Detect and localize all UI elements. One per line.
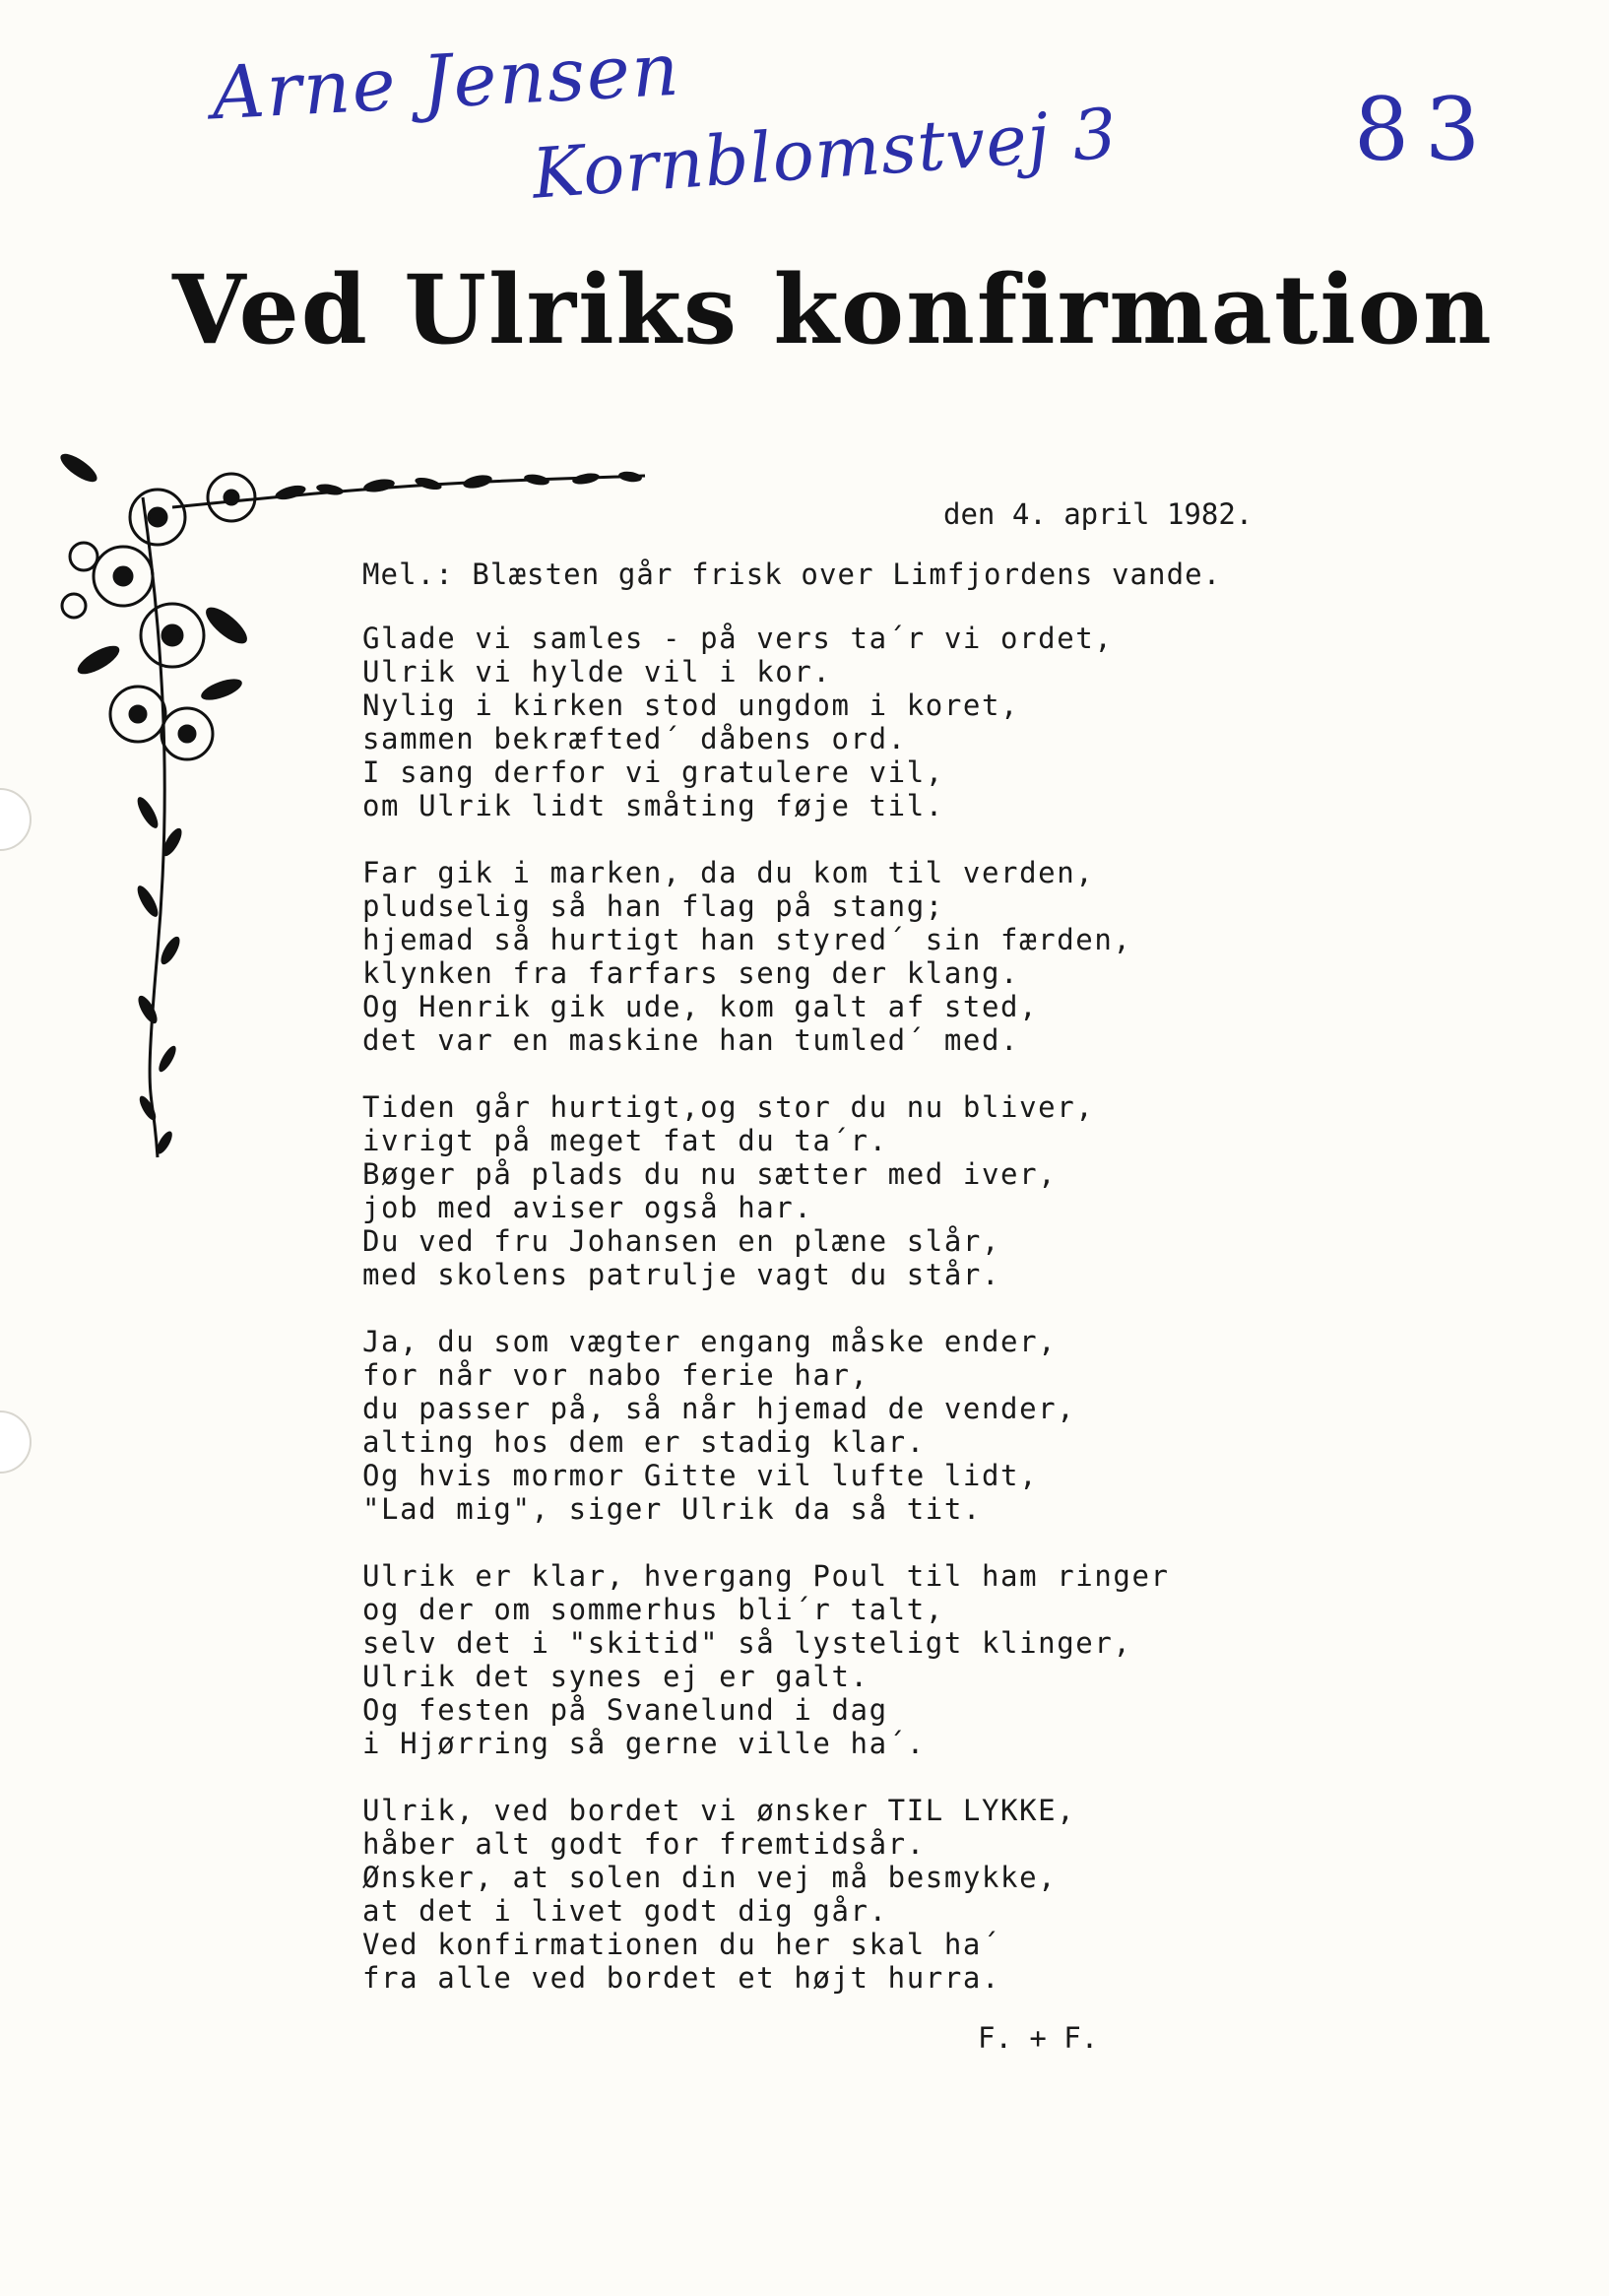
poem-line: I sang derfor vi gratulere vil, xyxy=(362,755,944,789)
stanza xyxy=(362,1090,1170,1291)
poem-line: klynken fra farfars seng der klang. xyxy=(362,956,1020,990)
poem-line: hjemad så hurtigt han styred´ sin færden, xyxy=(362,923,1132,956)
poem-line: Og festen på Svanelund i dag xyxy=(362,1693,888,1727)
poem-line: håber alt godt for fremtidsår. xyxy=(362,1827,926,1861)
poem-line: du passer på, så når hjemad de vender, xyxy=(362,1392,1076,1425)
poem-line: Bøger på plads du nu sætter med iver, xyxy=(362,1157,1058,1191)
poem-line: "Lad mig", siger Ulrik da så tit. xyxy=(362,1492,982,1526)
poem-line: i Hjørring så gerne ville ha´. xyxy=(362,1727,926,1760)
handwritten-address: Kornblomstvej 3 xyxy=(529,93,1121,215)
poem-line: Tiden går hurtigt,og stor du nu bliver, xyxy=(362,1090,1095,1124)
poem-line: Ønsker, at solen din vej må besmykke, xyxy=(362,1861,1058,1894)
poem-line: med skolens patrulje vagt du står. xyxy=(362,1258,1001,1291)
poem-line: Og Henrik gik ude, kom galt af sted, xyxy=(362,990,1039,1023)
poem xyxy=(362,622,1170,2028)
signature: F. + F. xyxy=(978,2021,1099,2055)
poem-line: og der om sommerhus bli´r talt, xyxy=(362,1593,944,1626)
melody-line: Mel.: Blæsten går frisk over Limfjordens vande. xyxy=(362,558,1222,591)
stanza xyxy=(362,856,1170,1057)
poem-line: pludselig så han flag på stang; xyxy=(362,889,944,923)
poem-line: fra alle ved bordet et højt hurra. xyxy=(362,1961,1001,1995)
poem-line: selv det i "skitid" så lysteligt klinger, xyxy=(362,1626,1132,1660)
poem-line: alting hos dem er stadig klar. xyxy=(362,1425,926,1459)
stanza xyxy=(362,1325,1170,1526)
stanza xyxy=(362,622,1170,822)
poem-line: Ulrik, ved bordet vi ønsker TIL LYKKE, xyxy=(362,1794,1076,1827)
document-title: Ved Ulriks konfirmation xyxy=(172,254,1494,365)
poem-line: ivrigt på meget fat du ta´r. xyxy=(362,1124,888,1157)
handwritten-name: Arne Jensen xyxy=(210,27,683,137)
poem-line: Ja, du som vægter engang måske ender, xyxy=(362,1325,1058,1358)
poem-line: sammen bekræfted´ dåbens ord. xyxy=(362,722,907,755)
poem-line: Du ved fru Johansen en plæne slår, xyxy=(362,1224,1001,1258)
poem-line: om Ulrik lidt småting føje til. xyxy=(362,789,944,822)
poem-line: Og hvis mormor Gitte vil lufte lidt, xyxy=(362,1459,1039,1492)
poem-line: det var en maskine han tumled´ med. xyxy=(362,1023,1020,1057)
poem-line: Ulrik er klar, hvergang Poul til ham ringer xyxy=(362,1559,1170,1593)
poem-line: Glade vi samles - på vers ta´r vi ordet, xyxy=(362,622,1114,655)
poem-line: at det i livet godt dig går. xyxy=(362,1894,888,1928)
punch-hole xyxy=(0,1410,32,1474)
poem-line: Ulrik det synes ej er galt. xyxy=(362,1660,869,1693)
date-line: den 4. april 1982. xyxy=(943,497,1254,531)
poem-line: for når vor nabo ferie har, xyxy=(362,1358,869,1392)
poem-line: job med aviser også har. xyxy=(362,1191,813,1224)
handwritten-number: 83 xyxy=(1354,79,1496,180)
stanza xyxy=(362,1794,1170,1995)
poem-line: Ved konfirmationen du her skal ha´ xyxy=(362,1928,1001,1961)
poem-line: Far gik i marken, da du kom til verden, xyxy=(362,856,1095,889)
poem-line: Ulrik vi hylde vil i kor. xyxy=(362,655,832,689)
stanza xyxy=(362,1559,1170,1760)
poem-line: Nylig i kirken stod ungdom i koret, xyxy=(362,689,1020,722)
